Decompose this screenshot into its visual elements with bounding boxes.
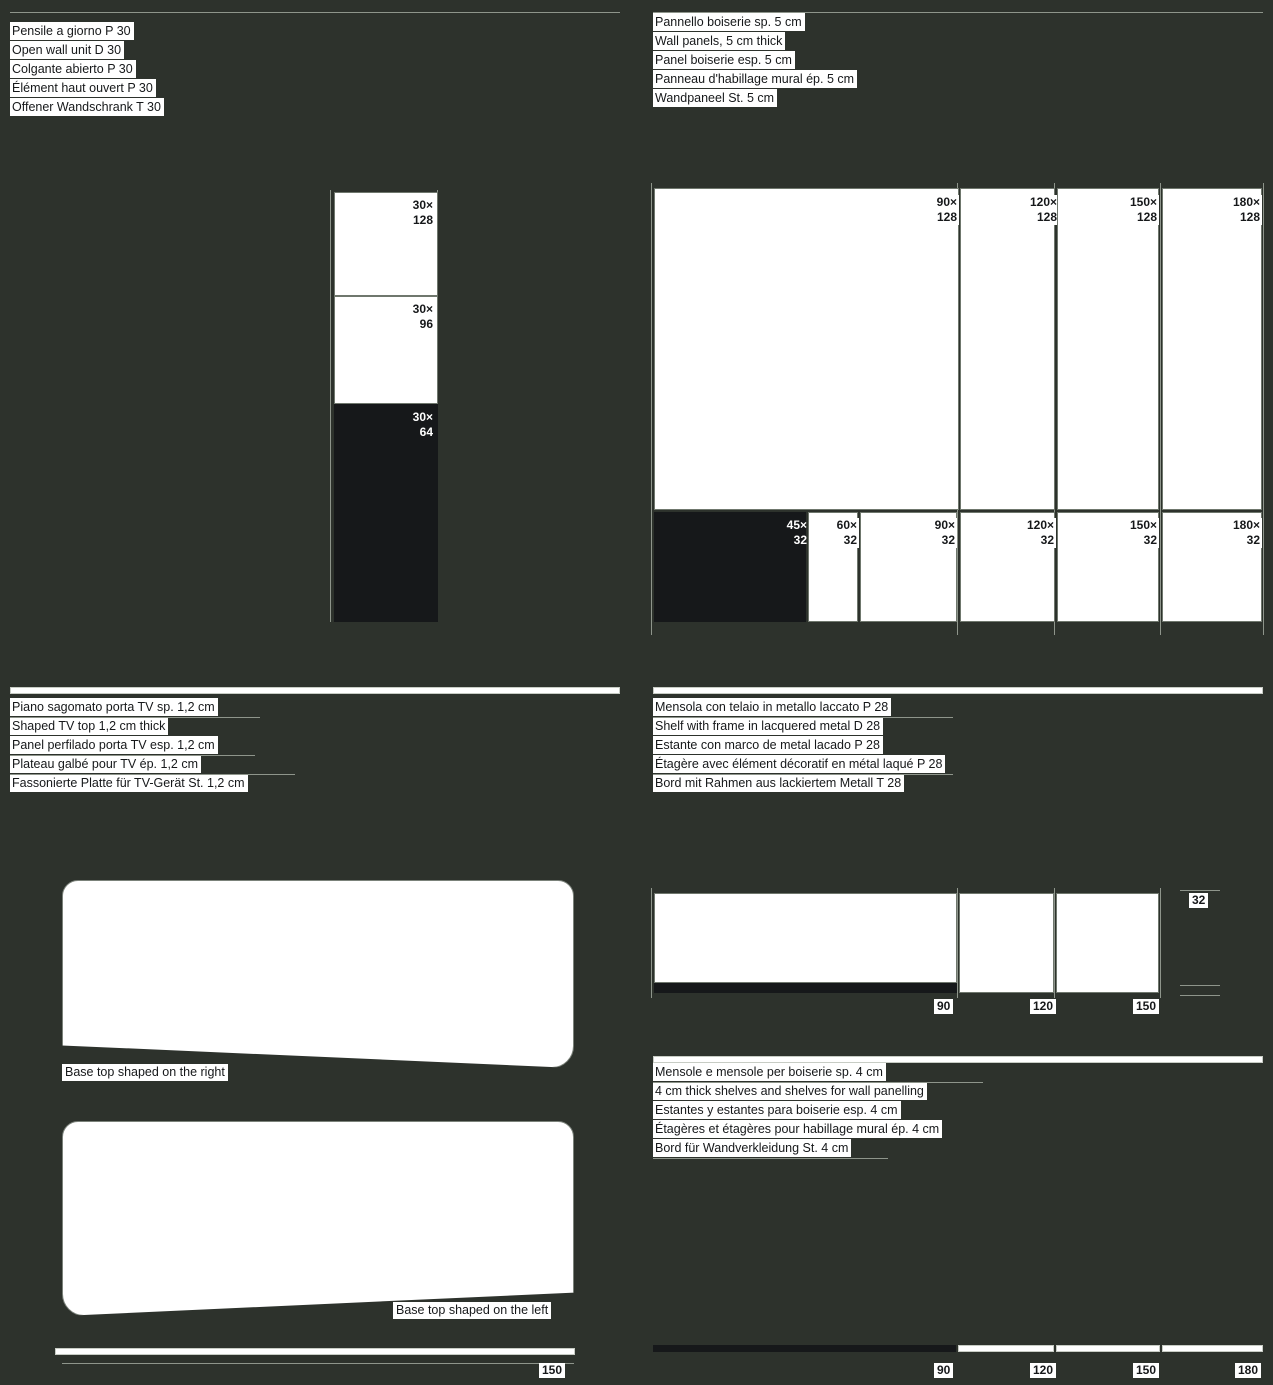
depth-hairline-bottom	[1180, 985, 1220, 986]
boiserie-dim	[820, 518, 859, 548]
label-line: Shelf with frame in lacquered metal D 28	[653, 717, 883, 735]
dim-h: 128	[1036, 210, 1057, 224]
label-line: Fassonierte Platte für TV-Gerät St. 1,2 cm	[10, 774, 248, 792]
metal-shelf-guide-1	[957, 888, 958, 998]
tv-top-hairline-3	[10, 774, 295, 775]
shelf-width-120: 120	[1030, 1363, 1056, 1378]
shelf-rule-150	[1056, 1345, 1160, 1352]
section-rule-right	[653, 687, 1263, 694]
label-block-tv-top	[10, 698, 248, 793]
label-block-boiserie	[653, 13, 857, 108]
dim-w: 150×	[1129, 518, 1157, 532]
shelf-width-180: 180	[1235, 1363, 1261, 1378]
top-rule-left	[10, 12, 620, 13]
dim-w: 120×	[1026, 518, 1054, 532]
dim-w: 45×	[786, 518, 807, 532]
tick-mark	[781, 500, 783, 505]
boiserie-panel-180x128	[1162, 188, 1262, 510]
metal-shelf-width-120: 120	[1030, 999, 1056, 1014]
metal-shelf-90	[654, 893, 957, 983]
shelf-hairline-1	[653, 717, 953, 718]
label-block-wall-unit	[10, 22, 164, 117]
wall-unit-guide-left	[330, 190, 331, 622]
label-line: Panel perfilado porta TV esp. 1,2 cm	[10, 736, 218, 754]
label-line: Pannello boiserie sp. 5 cm	[653, 13, 805, 31]
metal-shelf-width-90: 90	[934, 999, 953, 1014]
boiserie-panel-90x128	[654, 188, 959, 510]
shaped-top-right	[62, 880, 574, 1068]
metal-shelf-guide-3	[1160, 888, 1161, 998]
boiserie-guide-0	[651, 183, 652, 635]
label-line: 4 cm thick shelves and shelves for wall panelling	[653, 1082, 927, 1100]
dim-w: 150×	[1129, 195, 1157, 209]
label-line: Estantes y estantes para boiserie esp. 4 cm	[653, 1101, 901, 1119]
metal-shelf-width-150: 150	[1133, 999, 1159, 1014]
label-line: Estante con marco de metal lacado P 28	[653, 736, 883, 754]
label-line: Élément haut ouvert P 30	[10, 79, 156, 97]
dim-w: 30×	[412, 410, 433, 424]
boiserie-guide-4	[1263, 183, 1264, 635]
caption-shaped-top-right: Base top shaped on the right	[62, 1064, 228, 1081]
boiserie-dim	[1013, 518, 1056, 548]
label-line: Mensole e mensole per boiserie sp. 4 cm	[653, 1063, 886, 1081]
wall-unit-dim	[392, 410, 435, 440]
label-line: Étagères et étagères pour habillage mural ép. 4 cm	[653, 1120, 942, 1138]
dim-h: 32	[793, 533, 807, 547]
dim-h: 128	[936, 210, 957, 224]
section-rule-shelves	[653, 1056, 1263, 1063]
dim-h: 32	[941, 533, 955, 547]
label-line: Bord mit Rahmen aus lackiertem Metall T 28	[653, 774, 904, 792]
shelf-width-150: 150	[1133, 1363, 1159, 1378]
dim-w: 30×	[412, 302, 433, 316]
dim-w: 30×	[412, 198, 433, 212]
boiserie-dim	[1113, 195, 1159, 225]
boiserie-dim	[1213, 518, 1262, 548]
dim-h: 32	[843, 533, 857, 547]
shelf-hairline-2	[653, 774, 953, 775]
label-line: Offener Wandschrank T 30	[10, 98, 164, 116]
tv-top-hairline-2	[10, 755, 255, 756]
label-line: Pensile a giorno P 30	[10, 22, 134, 40]
depth-hairline-bottom2	[1180, 995, 1220, 996]
metal-shelf-guide-2	[1054, 888, 1055, 998]
shelf-rule-120	[958, 1345, 1054, 1352]
dim-h: 32	[1040, 533, 1054, 547]
depth-hairline-top	[1180, 890, 1220, 891]
label-line: Shaped TV top 1,2 cm thick	[10, 717, 168, 735]
dim-h: 32	[1246, 533, 1260, 547]
boiserie-panel-120x128	[960, 188, 1055, 510]
metal-shelf-120	[959, 893, 1054, 993]
metal-shelf-depth-label: 32	[1189, 893, 1208, 908]
boiserie-dim	[1013, 195, 1059, 225]
boiserie-dim	[916, 195, 959, 225]
tv-top-measure-rule	[55, 1348, 575, 1355]
dim-w: 120×	[1029, 195, 1057, 209]
dim-h: 128	[1136, 210, 1157, 224]
dim-h: 32	[1143, 533, 1157, 547]
tv-top-hairline-1	[10, 717, 260, 718]
label-line: Mensola con telaio in metallo laccato P 28	[653, 698, 891, 716]
dim-h: 96	[419, 317, 433, 331]
label-line: Piano sagomato porta TV sp. 1,2 cm	[10, 698, 218, 716]
label-line: Panneau d'habillage mural ép. 5 cm	[653, 70, 857, 88]
dim-h: 128	[412, 213, 433, 227]
label-block-metal-shelf	[653, 698, 945, 793]
label-line: Open wall unit D 30	[10, 41, 124, 59]
metal-shelf-150	[1056, 893, 1159, 993]
shelf-width-90: 90	[934, 1363, 953, 1378]
tv-top-measure-hairline	[62, 1363, 574, 1364]
caption-shaped-top-left: Base top shaped on the left	[393, 1302, 551, 1319]
dim-h: 128	[1239, 210, 1260, 224]
boiserie-guide-3	[1160, 183, 1161, 635]
dim-w: 60×	[836, 518, 857, 532]
top-rule-right	[653, 12, 1263, 13]
label-line: Étagère avec élément décoratif en métal laqué P 28	[653, 755, 945, 773]
tick-mark	[791, 500, 793, 505]
boiserie-dim	[1113, 518, 1159, 548]
dim-w: 180×	[1232, 195, 1260, 209]
boiserie-dim	[1216, 195, 1262, 225]
dim-w: 90×	[936, 195, 957, 209]
shelves-hairline-1	[653, 1082, 983, 1083]
label-line: Panel boiserie esp. 5 cm	[653, 51, 795, 69]
label-line: Bord für Wandverkleidung St. 4 cm	[653, 1139, 851, 1157]
boiserie-dim	[770, 518, 809, 548]
boiserie-dim	[918, 518, 957, 548]
label-line: Wandpaneel St. 5 cm	[653, 89, 777, 107]
metal-shelf-frame-bar	[654, 983, 957, 993]
label-line: Colgante abierto P 30	[10, 60, 136, 78]
shaped-top-left	[62, 1121, 574, 1316]
dim-w: 180×	[1232, 518, 1260, 532]
dim-h: 64	[419, 425, 433, 439]
dim-w: 90×	[934, 518, 955, 532]
label-block-shelves-4cm	[653, 1063, 942, 1158]
wall-unit-dim	[392, 302, 435, 332]
tv-top-width-label: 150	[539, 1363, 565, 1378]
shelf-rule-90	[653, 1345, 956, 1352]
metal-shelf-guide-0	[651, 888, 652, 998]
label-line: Wall panels, 5 cm thick	[653, 32, 785, 50]
wall-unit-dim	[392, 198, 435, 228]
shelves-hairline-2	[653, 1158, 888, 1159]
label-line: Plateau galbé pour TV ép. 1,2 cm	[10, 755, 201, 773]
tick-mark	[786, 500, 788, 505]
shelf-rule-180	[1162, 1345, 1263, 1352]
section-rule-left	[10, 687, 620, 694]
boiserie-panel-150x128	[1057, 188, 1159, 510]
